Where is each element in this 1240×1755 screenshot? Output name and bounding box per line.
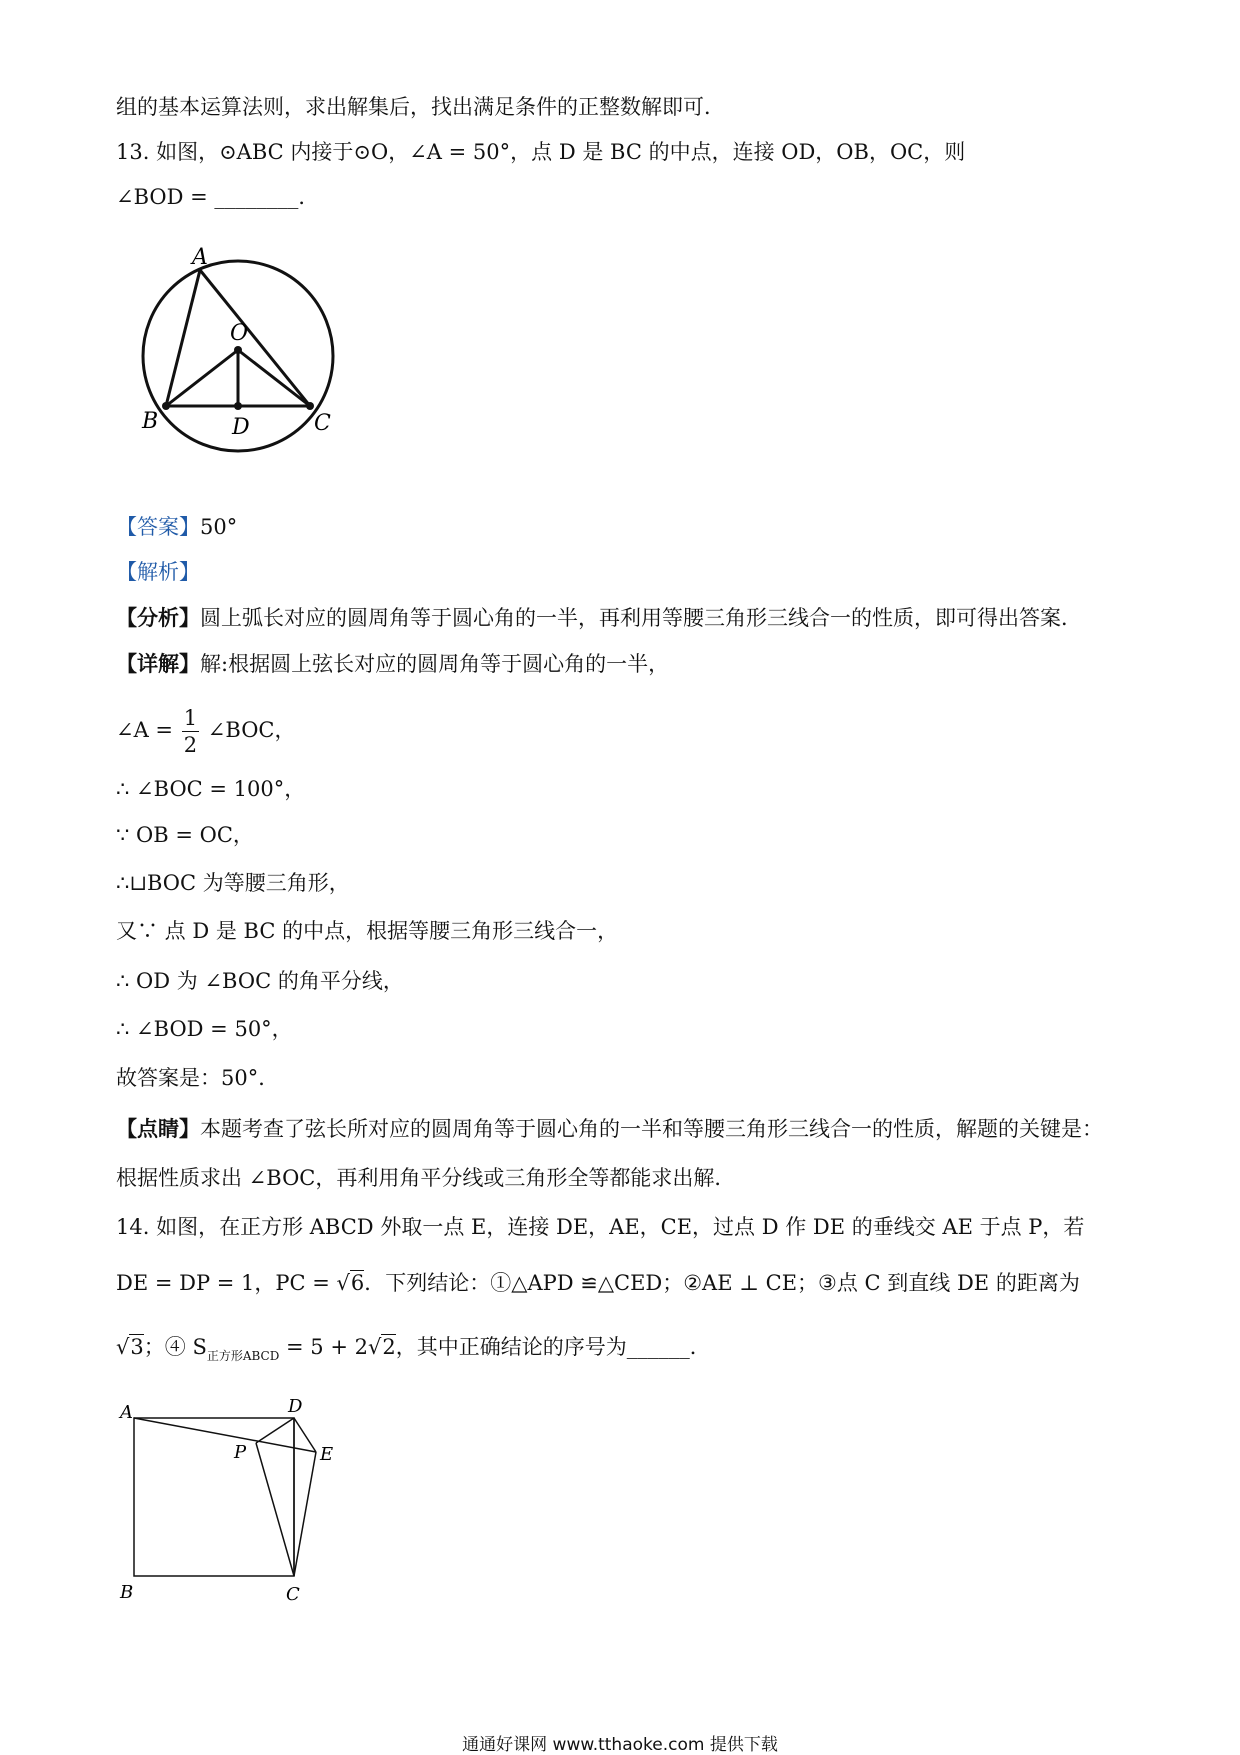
fenxi-line [116,603,1082,633]
step-4: ∴⊔BOC 为等腰三角形， [116,871,350,895]
label-b: B [142,409,159,434]
label-o: O [230,321,249,346]
q13-stem: 13. 如图，⊙ABC 内接于⊙O，∠A = 50°，点 D 是 BC 的中点，连接 OD，OB，OC，则 [116,140,966,164]
answer-value: 50° [200,515,238,539]
label-p: P [234,1442,247,1463]
q14-line-2: DE = DP = 1，PC = √6．下列结论：①△APD ≌△CED；②AE ⊥ CE；③点 C 到直线 DE 的距离为 [116,1271,1080,1295]
label-d: D [288,1396,303,1417]
analysis-tag: 【解析】 [116,560,200,584]
step-6: ∴ OD 为 ∠BOC 的角平分线， [116,969,404,993]
dianjing-line-2: 根据性质求出 ∠BOC，再利用角平分线或三角形全等都能求出解． [116,1166,736,1190]
step-2: ∴ ∠BOC = 100°， [116,777,306,801]
label-e: E [320,1444,334,1465]
point-b [162,402,170,410]
fenxi-text: 圆上弧长对应的圆周角等于圆心角的一半，再利用等腰三角形三线合一的性质，即可得出答案． [200,606,1082,630]
answer-tag: 【答案】 [116,515,200,539]
step-8: 故答案是：50°． [116,1066,280,1090]
step-3: ∵ OB = OC， [116,823,254,847]
q14-line-3: √3；④ $S_{正方形ABCD} = 5 + 2√2$，其中正确结论的序号为______． [116,1335,711,1363]
segment-pc [256,1443,294,1576]
label-c: C [286,1584,300,1605]
fraction-half: $\frac{1}{2}$ [183,705,198,757]
step-1: ∠A = $\frac{1}{2}$ ∠BOC， [116,705,296,757]
footer-text: 通通好课网 www.tthaoke.com 提供下载 [462,1735,778,1755]
fenxi-tag: 【分析】 [116,605,200,630]
segment-ac [200,270,310,406]
dianjing-line: 【点睛】本题考查了弦长所对应的圆周角等于圆心角的一半和等腰三角形三线合一的性质，解题的关键是： [116,1116,1103,1141]
detail-tag: 【详解】 [116,651,200,676]
q13-figure [120,238,360,498]
dianjing-tag: 【点睛】 [116,1116,200,1141]
intro-text: 组的基本运算法则，求出解集后，找出满足条件的正整数解即可． [116,95,725,119]
point-d [234,402,242,410]
label-b: B [120,1582,134,1603]
segment-ae [134,1418,316,1452]
point-c [306,402,314,410]
q14-figure [116,1390,376,1620]
point-o [234,346,242,354]
step-5: 又∵ 点 D 是 BC 的中点，根据等腰三角形三线合一， [116,919,619,943]
label-a: A [192,245,208,270]
square-abcd [134,1418,294,1576]
segment-dp [256,1418,294,1443]
label-d: D [232,415,250,440]
detail-text: 解:根据圆上弦长对应的圆周角等于圆心角的一半， [200,652,670,676]
label-c: C [314,411,331,436]
answer-line [116,512,237,542]
area-subscript: 正方形ABCD [206,1349,280,1363]
q14-stem: 14. 如图，在正方形 ABCD 外取一点 E，连接 DE，AE，CE，过点 D 作 DE 的垂线交 AE 于点 P，若 [116,1215,1085,1239]
segment-oc [238,350,310,406]
segment-ec [294,1452,316,1576]
detail-line [116,649,669,679]
step-7: ∴ ∠BOD = 50°， [116,1017,293,1041]
label-a: A [120,1402,133,1423]
segment-de [294,1418,316,1452]
q13-blank: ∠BOD = ________． [116,185,320,209]
